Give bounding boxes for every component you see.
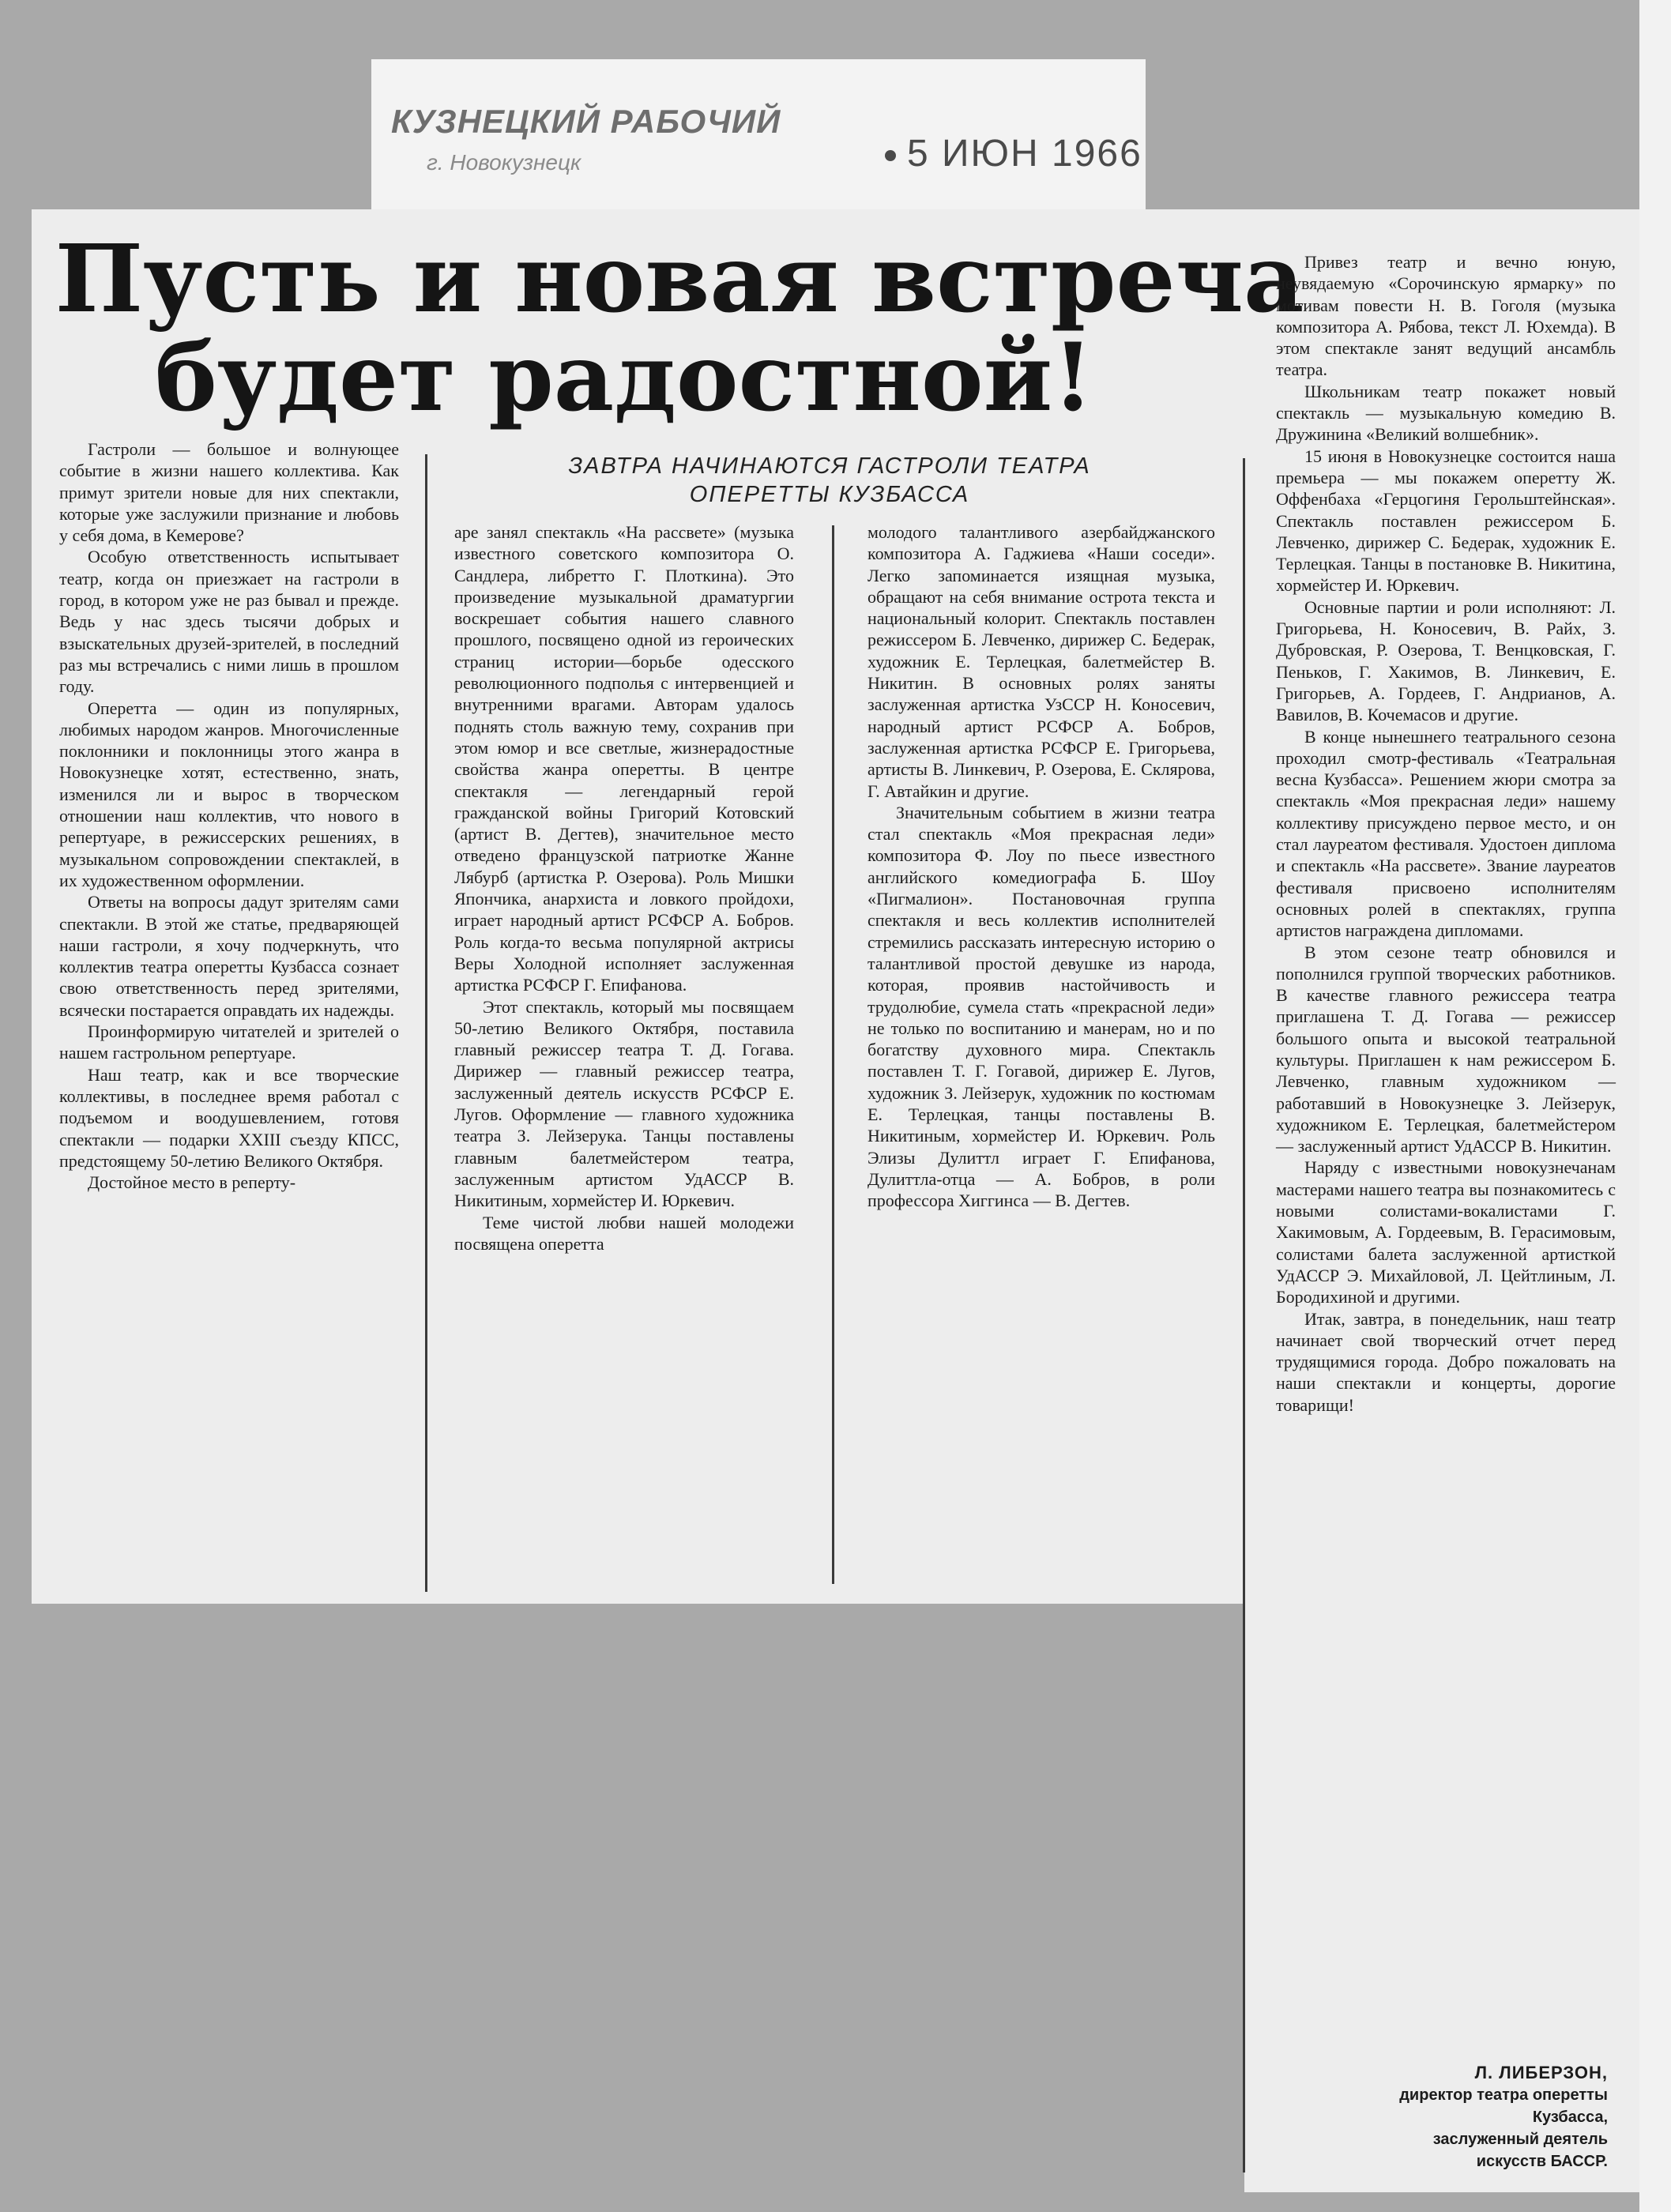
article-column-2: [454, 521, 794, 1255]
headline: [32, 224, 1327, 432]
publication-date: [885, 132, 1142, 175]
author-title: Кузбасса,: [1532, 2109, 1608, 2126]
subheadline: [466, 452, 1193, 509]
article-paragraph: Наш театр, как и все творческие коллективы, в последнее время работал с подъемом и воодушевлением, готовя спектакли — подарки XXIII съезду КПСС, предстоящему 50-летию Великого Октября.: [59, 1064, 399, 1171]
bullet-icon: [885, 150, 896, 161]
article-paragraph: Теме чистой любви нашей молодежи посвящена оперетта: [454, 1212, 794, 1254]
article-column-3: [867, 521, 1215, 1212]
page-margin: [1639, 0, 1671, 2212]
author-title: заслуженный деятель: [1432, 2131, 1608, 2148]
article-paragraph: Особую ответственность испытывает театр, когда он приезжает на гастроли в город, в котором уже не раз бывал и прежде. Ведь у нас здесь тысячи добрых и взыскательных друзей-зрителей, в последний раз мы встречались с ними лишь в прошлом году.: [59, 547, 399, 697]
article-paragraph: Достойное место в реперту-: [88, 1172, 296, 1193]
publication-date-text: 5 ИЮН 1966: [907, 133, 1142, 175]
article-column-1: [59, 438, 399, 1193]
author-title: искусств БАССР.: [1476, 2153, 1608, 2170]
article-paragraph: Школьникам театр покажет новый спектакль — музыкальную комедию В. Дружинина «Великий волшебник».: [1276, 381, 1616, 445]
article-paragraph: Проинформирую читателей и зрителей о нашем гастрольном репертуаре.: [59, 1021, 399, 1063]
headline-line-2: будет радостной!: [155, 322, 1093, 432]
article-paragraph: Привез театр и вечно юную, неувядаемую «Сорочинскую ярмарку» по мотивам повести Н. В. Гоголя (музыка композитора А. Рябова, текст Л. Юхемда). В этом спектакле занят ведущий ансамбль театра.: [1276, 252, 1616, 380]
subheadline-line-1: ЗАВТРА НАЧИНАЮТСЯ ГАСТРОЛИ ТЕАТРА: [568, 453, 1091, 479]
column-divider: [832, 525, 834, 1584]
article-paragraph: 15 июня в Новокузнецке состоится наша премьера — мы покажем оперетту Ж. Оффенбаха «Герцогиня Герольштейнская». Спектакль поставлен режиссером Б. Левченко, дирижер С. Бедерак, художник Е. Терлецкая. Танцы в постановке В. Никитина, хормейстер И. Юркевич.: [1276, 446, 1616, 596]
article-paragraph: Наряду с известными новокузнечанам мастерами нашего театра вы познакомитесь с новыми солистами-вокалистами Г. Хакимовым, А. Гордеевым, В. Герасимовым, солистами балета заслуженной артисткой УдАССР Э. Михайловой, Л. Цейтлиным, Л. Бородихиной и другими.: [1276, 1157, 1616, 1307]
article-paragraph: Этот спектакль, который мы посвящаем 50-летию Великого Октября, поставила главный режиссер театра Т. Д. Гогава. Дирижер — главный режиссер театра, заслуженный деятель искусств РСФСР Е. Лугов. Оформление — главного художника театра З. Лейзерука. Танцы поставлены главным балетмейстером театра, заслуженным артистом УдАССР В. Никитиным, хормейстер И. Юркевич.: [454, 996, 794, 1211]
subheadline-line-2: ОПЕРЕТТЫ КУЗБАССА: [689, 482, 970, 507]
newspaper-city: г. Новокузнецк: [427, 150, 581, 175]
column-divider: [425, 454, 427, 1592]
article-paragraph: Основные партии и роли исполняют: Л. Григорьева, Н. Коносевич, В. Райх, З. Дубровская, Р. Озерова, Т. Венцковская, Г. Пеньков, Г. Хакимов, В. Линкевич, Е. Григорьев, А. Гордеев, Г. Андрианов, А. Вавилов, В. Кочемасов и другие.: [1276, 596, 1616, 725]
newspaper-name: КУЗНЕЦКИЙ РАБОЧИЙ: [391, 103, 781, 140]
article-column-4: [1276, 251, 1616, 1416]
article-paragraph: Итак, завтра, в понедельник, наш театр начинает свой творческий отчет перед трудящимися города. Добро пожаловать на наши спектакли и концерты, дорогие товарищи!: [1276, 1308, 1616, 1415]
article-paragraph: В этом сезоне театр обновился и пополнился группой творческих работников. В качестве главного режиссера театра приглашена Т. Д. Гогава — режиссер большого опыта и высокой театральной культуры. Приглашен к нам режиссером Б. Левченко, главным художником — работавший в Новокузнецке З. Лейзерук, художником Е. Терлецкая, балетмейстером — заслуженный артист УдАССР В. Никитин.: [1276, 942, 1616, 1157]
column-divider: [1243, 458, 1245, 2172]
masthead-clipping: [371, 59, 1146, 209]
article-paragraph: В конце нынешнего театрального сезона проходил смотр-фестиваль «Театральная весна Кузбасса». Решением жюри смотра за спектакль «Моя прекрасная леди» нашему коллективу присуждено первое место, и он стал лауреатом фестиваля. Удостоен диплома и спектакль «На рассвете». Звание лауреатов фестиваля присвоено исполнителям основных ролей в спектаклях, группа артистов награждена дипломами.: [1276, 726, 1616, 941]
headline-line-1: Пусть и новая встреча: [55, 224, 1304, 333]
author-name: Л. ЛИБЕРЗОН,: [1474, 2063, 1608, 2082]
article-paragraph: молодого талантливого азербайджанского композитора А. Гаджиева «Наши соседи». Легко запоминается изящная музыка, обращают на себя внимание острота текста и национальный колорит. Спектакль поставлен режиссером Б. Левченко, дирижер С. Бедерак, художник Е. Терлецкая, балетмейстер В. Никитин. В основных ролях заняты заслуженная артистка УзССР Н. Коносевич, народный артист РСФСР А. Бобров, заслуженная артистка РСФСР Е. Григорьева, артисты В. Линкевич, Р. Озерова, Е. Склярова, Г. Автайкин и другие.: [867, 522, 1215, 801]
signature-block: [1276, 2062, 1608, 2172]
author-title: директор театра оперетты: [1399, 2086, 1608, 2104]
article-paragraph: Значительным событием в жизни театра стал спектакль «Моя прекрасная леди» композитора Ф. Лоу по пьесе известного английского комедиографа Б. Шоу «Пигмалион». Постановочная группа спектакля и весь коллектив исполнителей стремились рассказать интересную историю о талантливой простой девушке из народа, которая, проявив настойчивость и трудолюбие, сумела стать «прекрасной леди» не только по воспитанию и манерам, но и по богатству духовного мира. Спектакль поставлен Т. Г. Гогавой, дирижер Е. Лугов, художник З. Лейзерук, художник по костюмам Е. Терлецкая, танцы поставлены В. Никитиным, хормейстер И. Юркевич. Роль Элизы Дулиттл играет Г. Епифанова, Дулиттла-отца — А. Бобров, в роли профессора Хиггинса — В. Дегтев.: [867, 802, 1215, 1211]
article-paragraph: Ответы на вопросы дадут зрителям сами спектакли. В этой же статье, предваряющей наши гастроли, я хочу подчеркнуть, что коллектив театра оперетты Кузбасса сознает свою ответственность перед зрителями, всячески постарается оправдать их надежды.: [59, 892, 399, 1020]
article-paragraph: Оперетта — один из популярных, любимых народом жанров. Многочисленные поклонники и поклонницы этого жанра в Новокузнецке хотят, естественно, знать, изменился ли и вырос в творческом отношении наш коллектив, что нового в репертуаре, в режиссерских решениях, в музыкальном сопровождении спектаклей, в их художественном оформлении.: [59, 698, 399, 890]
article-paragraph: аре занял спектакль «На рассвете» (музыка известного советского композитора О. Сандлера, либретто Г. Плоткина). Это произведение музыкальной драматургии воскрешает события нашего славного прошлого, посвящено одной из героических страниц истории—борьбе одесского революционного подполья с интервенцией и внутренними врагами. Авторам удалось поднять столь важную тему, сохранив при этом юмор и все светлые, жизнерадостные свойства жанра оперетты. В центре спектакля — легендарный герой гражданской войны Григорий Котовский (артист В. Дегтев), значительное место отведено французской патриотке Жанне Лябурб (артистка Р. Озерова). Роль Мишки Япончика, анархиста и ловкого пройдохи, играет народный артист РСФСР А. Бобров. Роль когда-то весьма популярной актрисы Веры Холодной исполняет заслуженная артистка РСФСР Г. Епифанова.: [454, 522, 794, 995]
article-paragraph: Гастроли — большое и волнующее событие в жизни нашего коллектива. Как примут зрители новые для них спектакли, которые уже заслужили признание и любовь у себя дома, в Кемерове?: [59, 439, 399, 546]
